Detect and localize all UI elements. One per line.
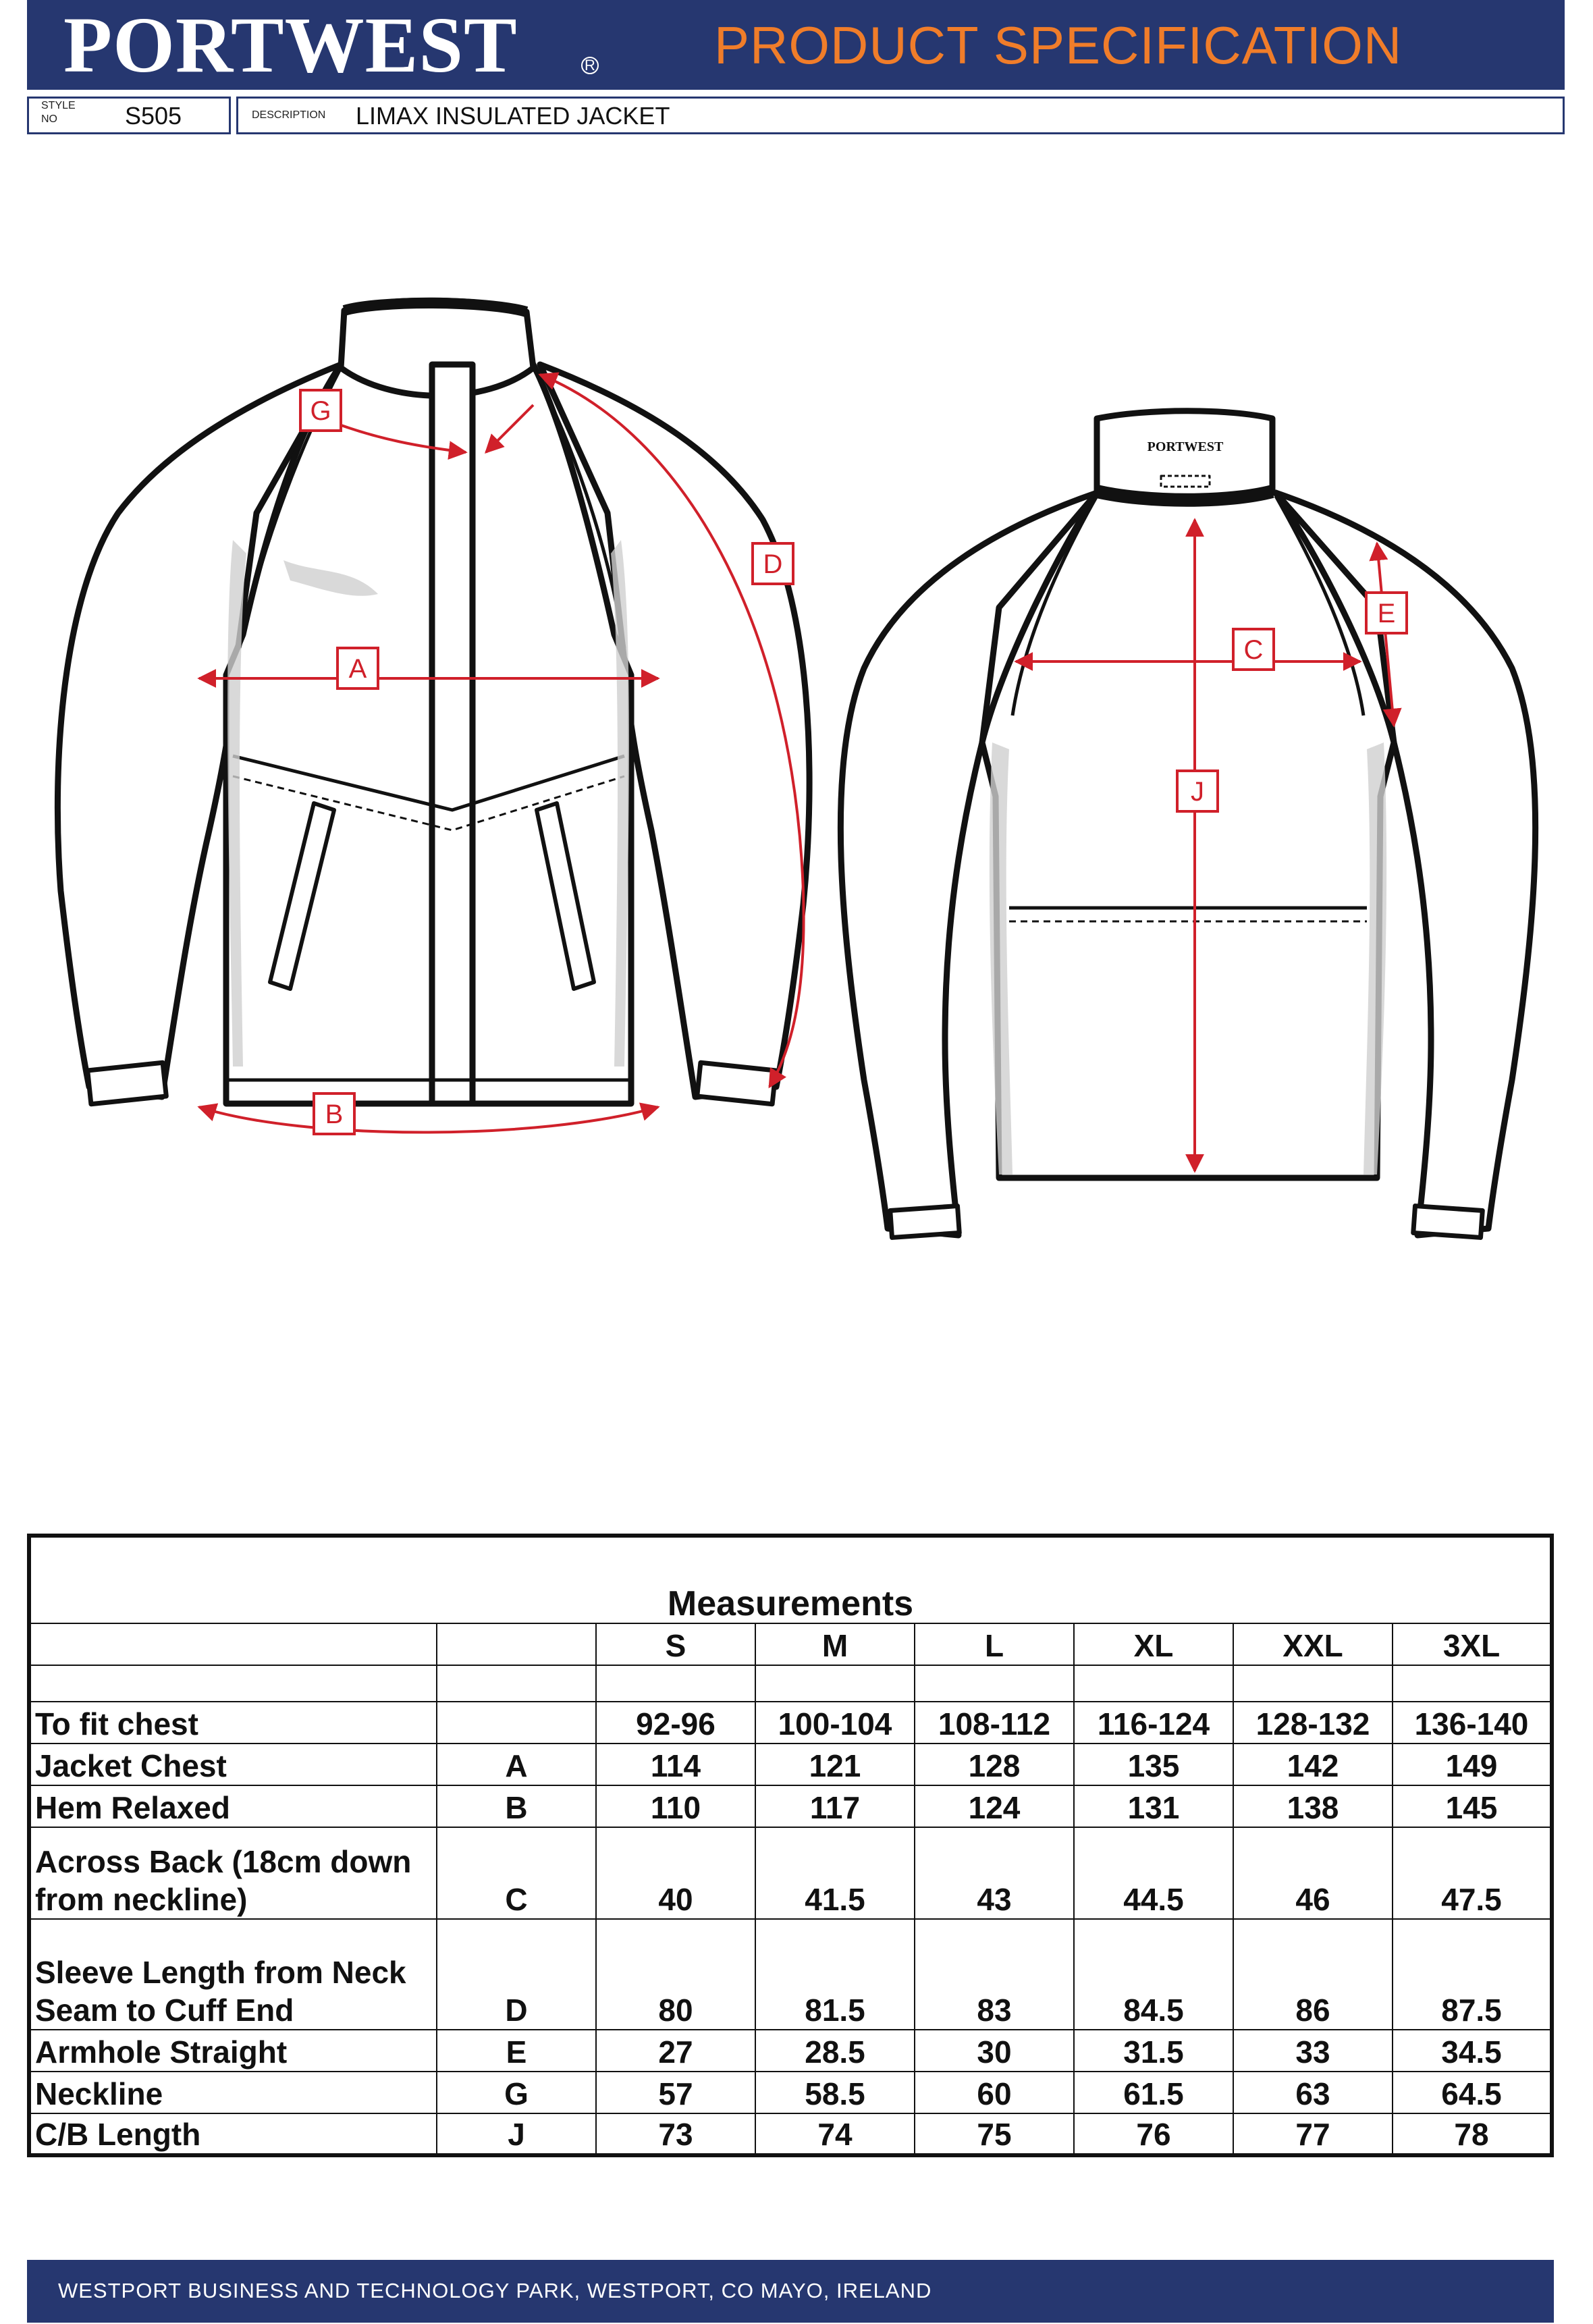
- company-address: WESTPORT BUSINESS AND TECHNOLOGY PARK, WESTPORT, CO MAYO, IRELAND: [58, 2279, 932, 2302]
- measurement-value: 33: [1233, 2030, 1393, 2072]
- measurement-value: 31.5: [1074, 2030, 1233, 2072]
- measurement-label: Neckline: [29, 2072, 437, 2113]
- measurement-value: 34.5: [1393, 2030, 1552, 2072]
- size-header: XXL: [1233, 1623, 1393, 1665]
- callout-a: A: [348, 654, 367, 684]
- back-neck-label: PORTWEST: [1147, 439, 1224, 454]
- brand-logo: PORTWEST: [63, 1, 518, 89]
- front-view: [57, 300, 809, 1104]
- table-row: [29, 2113, 1552, 2155]
- measurements-table: [27, 1534, 1554, 2157]
- measurement-value: 136-140: [1393, 1702, 1552, 1744]
- measurement-value: 78: [1393, 2113, 1552, 2155]
- table-row: [29, 1827, 1552, 1919]
- table-title: Measurements: [29, 1536, 1552, 1623]
- measurement-value: 63: [1233, 2072, 1393, 2113]
- callout-g: G: [310, 396, 331, 426]
- measurement-value: 76: [1074, 2113, 1233, 2155]
- callout-e: E: [1377, 599, 1396, 628]
- measurement-value: 116-124: [1074, 1702, 1233, 1744]
- measurement-code: A: [437, 1744, 596, 1785]
- measurement-value: 145: [1393, 1785, 1552, 1827]
- size-header: XL: [1074, 1623, 1233, 1665]
- style-label-top: STYLE: [41, 100, 76, 111]
- measurement-code: J: [437, 2113, 596, 2155]
- measurement-value: 138: [1233, 1785, 1393, 1827]
- measurement-value: 117: [755, 1785, 915, 1827]
- table-row: [29, 1785, 1552, 1827]
- measurement-label: Sleeve Length from Neck Seam to Cuff End: [29, 1919, 437, 2030]
- callout-j: J: [1191, 777, 1204, 807]
- measurement-value: 124: [915, 1785, 1074, 1827]
- measurement-value: 60: [915, 2072, 1074, 2113]
- measurement-label: To fit chest: [29, 1702, 437, 1744]
- measurement-value: 131: [1074, 1785, 1233, 1827]
- measurement-value: 149: [1393, 1744, 1552, 1785]
- measurement-value: 81.5: [755, 1919, 915, 2030]
- measurement-value: 46: [1233, 1827, 1393, 1919]
- measurement-label: Hem Relaxed: [29, 1785, 437, 1827]
- measurement-value: 58.5: [755, 2072, 915, 2113]
- measurement-value: 27: [596, 2030, 755, 2072]
- spacer-row: [29, 1665, 1552, 1702]
- description-label: DESCRIPTION: [252, 109, 326, 121]
- measurement-value: 40: [596, 1827, 755, 1919]
- back-body: [982, 493, 1394, 1178]
- measurement-code: E: [437, 2030, 596, 2072]
- size-header: L: [915, 1623, 1074, 1665]
- measurement-label: C/B Length: [29, 2113, 437, 2155]
- measurement-value: 86: [1233, 1919, 1393, 2030]
- table-row: [29, 1702, 1552, 1744]
- measurement-value: 75: [915, 2113, 1074, 2155]
- measurement-value: 44.5: [1074, 1827, 1233, 1919]
- size-header-row: [29, 1623, 1552, 1665]
- footer-bar: [27, 2260, 1554, 2323]
- size-header: S: [596, 1623, 755, 1665]
- measurement-value: 92-96: [596, 1702, 755, 1744]
- measurement-code: C: [437, 1827, 596, 1919]
- style-label-bottom: NO: [41, 113, 57, 125]
- measurement-value: 74: [755, 2113, 915, 2155]
- page-title: PRODUCT SPECIFICATION: [714, 16, 1403, 75]
- measurement-code: D: [437, 1919, 596, 2030]
- measurement-value: 61.5: [1074, 2072, 1233, 2113]
- measurement-code: G: [437, 2072, 596, 2113]
- table-row: [29, 2072, 1552, 2113]
- measurement-value: 128-132: [1233, 1702, 1393, 1744]
- measurement-value: 128: [915, 1744, 1074, 1785]
- measurement-value: 110: [596, 1785, 755, 1827]
- front-zip-placket: [432, 364, 473, 1104]
- measurement-value: 41.5: [755, 1827, 915, 1919]
- measurement-value: 121: [755, 1744, 915, 1785]
- measurement-value: 73: [596, 2113, 755, 2155]
- measurement-value: 28.5: [755, 2030, 915, 2072]
- measurement-label: Jacket Chest: [29, 1744, 437, 1785]
- callout-d: D: [763, 549, 783, 579]
- measurement-value: 135: [1074, 1744, 1233, 1785]
- measurement-value: 83: [915, 1919, 1074, 2030]
- measurement-label: Armhole Straight: [29, 2030, 437, 2072]
- measurement-value: 30: [915, 2030, 1074, 2072]
- front-body: [226, 364, 631, 1104]
- measurement-value: 100-104: [755, 1702, 915, 1744]
- measurement-value: 77: [1233, 2113, 1393, 2155]
- measurement-value: 114: [596, 1744, 755, 1785]
- measurement-value: 84.5: [1074, 1919, 1233, 2030]
- measurement-code: B: [437, 1785, 596, 1827]
- measurement-value: 57: [596, 2072, 755, 2113]
- callout-b: B: [325, 1100, 344, 1129]
- size-header: 3XL: [1393, 1623, 1552, 1665]
- measurement-value: 64.5: [1393, 2072, 1552, 2113]
- table-row: [29, 2030, 1552, 2072]
- registered-mark-icon: R: [581, 57, 599, 74]
- measurement-label: Across Back (18cm down from neckline): [29, 1827, 437, 1919]
- style-number: S505: [125, 102, 182, 130]
- callout-c: C: [1243, 635, 1264, 665]
- measurement-value: 80: [596, 1919, 755, 2030]
- table-title-row: [29, 1536, 1552, 1623]
- measurement-value: 142: [1233, 1744, 1393, 1785]
- measurement-value: 87.5: [1393, 1919, 1552, 2030]
- back-view: [840, 411, 1535, 1238]
- measurement-value: 43: [915, 1827, 1074, 1919]
- measurement-value: 108-112: [915, 1702, 1074, 1744]
- measurement-code: [437, 1702, 596, 1744]
- product-description: LIMAX INSULATED JACKET: [356, 102, 670, 130]
- size-header: M: [755, 1623, 915, 1665]
- table-row: [29, 1744, 1552, 1785]
- measurement-value: 47.5: [1393, 1827, 1552, 1919]
- table-row: [29, 1919, 1552, 2030]
